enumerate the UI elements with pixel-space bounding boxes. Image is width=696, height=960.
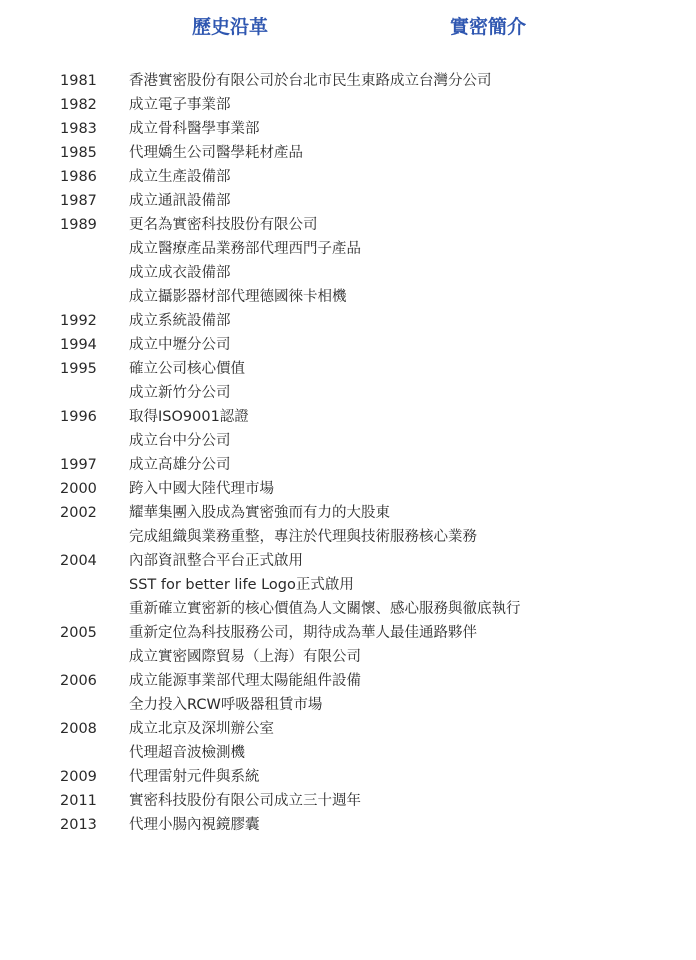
timeline-event: 成立系統設備部 bbox=[129, 313, 231, 329]
timeline-year: 1981 bbox=[60, 73, 97, 89]
timeline-year: 1994 bbox=[60, 337, 97, 353]
timeline-row bbox=[0, 645, 696, 669]
page-tabs bbox=[0, 13, 696, 41]
timeline-year: 1986 bbox=[60, 169, 97, 185]
timeline-event: 代理小腸內視鏡膠囊 bbox=[129, 817, 260, 833]
timeline-year: 1985 bbox=[60, 145, 97, 161]
timeline-year: 1987 bbox=[60, 193, 97, 209]
timeline-event: 香港實密股份有限公司於台北市民生東路成立台灣分公司 bbox=[129, 73, 492, 89]
timeline-event: 實密科技股份有限公司成立三十週年 bbox=[129, 793, 361, 809]
timeline-row bbox=[0, 477, 696, 501]
timeline-year: 2009 bbox=[60, 769, 97, 785]
timeline-row bbox=[0, 165, 696, 189]
timeline-row bbox=[0, 669, 696, 693]
timeline-event: 成立中壢分公司 bbox=[129, 337, 231, 353]
timeline-event: 重新定位為科技服務公司，期待成為華人最佳通路夥伴 bbox=[129, 625, 477, 641]
timeline-event: 成立台中分公司 bbox=[129, 433, 231, 449]
timeline-year: 2006 bbox=[60, 673, 97, 689]
timeline-row bbox=[0, 261, 696, 285]
timeline-event: 跨入中國大陸代理市場 bbox=[129, 481, 274, 497]
timeline-event: 成立電子事業部 bbox=[129, 97, 231, 113]
timeline-year: 2008 bbox=[60, 721, 97, 737]
timeline-year: 2000 bbox=[60, 481, 97, 497]
timeline-year: 1995 bbox=[60, 361, 97, 377]
timeline-event: 成立能源事業部代理太陽能組件設備 bbox=[129, 673, 361, 689]
timeline-year: 1982 bbox=[60, 97, 97, 113]
history-timeline bbox=[0, 69, 696, 837]
timeline-row bbox=[0, 717, 696, 741]
timeline-row bbox=[0, 285, 696, 309]
timeline-row bbox=[0, 405, 696, 429]
timeline-event: 代理雷射元件與系統 bbox=[129, 769, 260, 785]
timeline-event: 完成組織與業務重整，專注於代理與技術服務核心業務 bbox=[129, 529, 477, 545]
timeline-year: 2011 bbox=[60, 793, 97, 809]
timeline-year: 2002 bbox=[60, 505, 97, 521]
timeline-event: 成立攝影器材部代理德國徠卡相機 bbox=[129, 289, 347, 305]
timeline-row bbox=[0, 741, 696, 765]
timeline-event: 成立生產設備部 bbox=[129, 169, 231, 185]
timeline-row bbox=[0, 525, 696, 549]
timeline-row bbox=[0, 381, 696, 405]
timeline-row bbox=[0, 765, 696, 789]
timeline-event: 成立新竹分公司 bbox=[129, 385, 231, 401]
timeline-event: 更名為實密科技股份有限公司 bbox=[129, 217, 318, 233]
timeline-event: SST for better life Logo正式啟用 bbox=[129, 577, 354, 593]
timeline-row bbox=[0, 309, 696, 333]
timeline-event: 成立骨科醫學事業部 bbox=[129, 121, 260, 137]
timeline-row bbox=[0, 453, 696, 477]
timeline-row bbox=[0, 813, 696, 837]
timeline-year: 1983 bbox=[60, 121, 97, 137]
timeline-row bbox=[0, 549, 696, 573]
timeline-year: 2013 bbox=[60, 817, 97, 833]
timeline-row bbox=[0, 597, 696, 621]
timeline-row bbox=[0, 789, 696, 813]
timeline-row bbox=[0, 429, 696, 453]
timeline-event: 取得ISO9001認證 bbox=[129, 409, 249, 425]
timeline-event: 代理嬌生公司醫學耗材產品 bbox=[129, 145, 303, 161]
timeline-event: 重新確立實密新的核心價值為人文關懷、感心服務與徹底執行 bbox=[129, 601, 521, 617]
timeline-row bbox=[0, 213, 696, 237]
timeline-year: 2005 bbox=[60, 625, 97, 641]
tab-history[interactable]: 歷史沿革 bbox=[192, 16, 269, 38]
timeline-event: 耀華集團入股成為實密強而有力的大股東 bbox=[129, 505, 390, 521]
timeline-row bbox=[0, 501, 696, 525]
timeline-event: 成立北京及深圳辦公室 bbox=[129, 721, 274, 737]
timeline-row bbox=[0, 189, 696, 213]
timeline-row bbox=[0, 357, 696, 381]
timeline-event: 成立成衣設備部 bbox=[129, 265, 231, 281]
timeline-row bbox=[0, 141, 696, 165]
timeline-year: 1996 bbox=[60, 409, 97, 425]
timeline-event: 代理超音波檢測機 bbox=[129, 745, 245, 761]
timeline-event: 確立公司核心價值 bbox=[129, 361, 245, 377]
timeline-year: 1992 bbox=[60, 313, 97, 329]
timeline-year: 2004 bbox=[60, 553, 97, 569]
timeline-row bbox=[0, 621, 696, 645]
timeline-row bbox=[0, 573, 696, 597]
timeline-row bbox=[0, 117, 696, 141]
tab-company-profile[interactable]: 實密簡介 bbox=[450, 16, 527, 38]
timeline-event: 成立醫療產品業務部代理西門子產品 bbox=[129, 241, 361, 257]
timeline-event: 成立通訊設備部 bbox=[129, 193, 231, 209]
timeline-year: 1997 bbox=[60, 457, 97, 473]
timeline-row bbox=[0, 93, 696, 117]
timeline-row bbox=[0, 333, 696, 357]
timeline-event: 成立高雄分公司 bbox=[129, 457, 231, 473]
timeline-event: 成立實密國際貿易（上海）有限公司 bbox=[129, 649, 361, 665]
timeline-row bbox=[0, 237, 696, 261]
timeline-year: 1989 bbox=[60, 217, 97, 233]
timeline-row bbox=[0, 69, 696, 93]
timeline-row bbox=[0, 693, 696, 717]
timeline-event: 內部資訊整合平台正式啟用 bbox=[129, 553, 303, 569]
timeline-event: 全力投入RCW呼吸器租賃市場 bbox=[129, 697, 323, 713]
